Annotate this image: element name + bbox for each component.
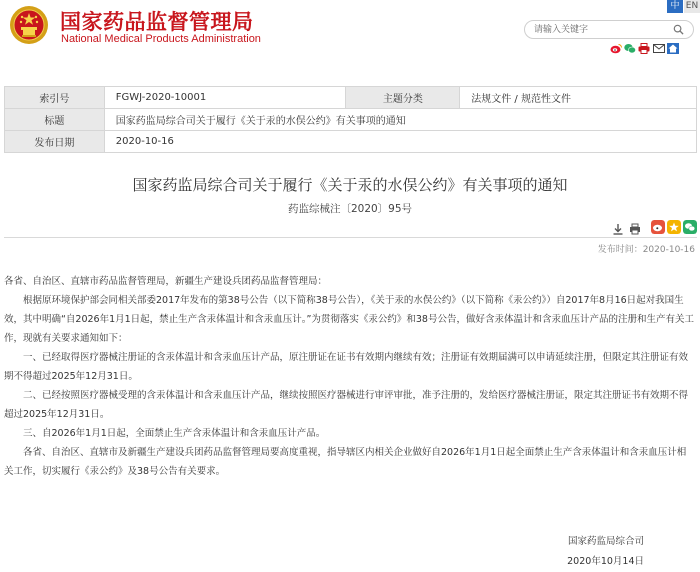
agency-name-cn[interactable]: 国家药品监督管理局 xyxy=(60,10,254,34)
lang-english-button[interactable]: EN xyxy=(685,1,699,11)
print-icon[interactable] xyxy=(629,223,641,235)
title-label: 标题 xyxy=(5,109,105,131)
weibo-share-icon[interactable] xyxy=(651,220,665,234)
home-icon[interactable] xyxy=(667,43,679,54)
index-value: FGWJ-2020-10001 xyxy=(104,87,346,109)
agency-name-en[interactable]: National Medical Products Administration xyxy=(61,33,261,45)
category-value: 法规文件 / 规范性文件 xyxy=(460,87,697,109)
wechat-icon[interactable] xyxy=(624,43,636,54)
wechat-share-icon[interactable] xyxy=(683,220,697,234)
date-label: 发布日期 xyxy=(5,131,105,153)
search-input[interactable] xyxy=(534,23,664,37)
site-header xyxy=(0,0,700,56)
article-title: 国家药监局综合司关于履行《关于汞的水俣公约》有关事项的通知 xyxy=(132,176,568,194)
divider xyxy=(4,237,697,238)
signature-block xyxy=(567,532,644,572)
document-number: 药监综械注〔2020〕95号 xyxy=(287,203,413,215)
search-icon[interactable] xyxy=(673,24,684,35)
national-emblem-icon[interactable] xyxy=(9,5,49,45)
publish-time: 发布时间：2020-10-16 xyxy=(597,245,695,255)
title-value: 国家药监局综合司关于履行《关于汞的水俣公约》有关事项的通知 xyxy=(104,109,696,131)
sign-date: 2020年10月14日 xyxy=(567,556,644,567)
print-icon[interactable] xyxy=(638,43,650,54)
item-one: 一、已经取得医疗器械注册证的含汞体温计和含汞血压计产品，原注册证在证书有效期内继续有效；注册证有效期届满可以申请延续注册，但限定其注册证有效期不得超过2025年12月31日。 xyxy=(4,352,689,382)
date-value: 2020-10-16 xyxy=(104,131,696,153)
table-row xyxy=(5,131,697,153)
category-label: 主题分类 xyxy=(346,87,460,109)
article-body xyxy=(4,272,694,481)
signer: 国家药监局综合司 xyxy=(567,536,644,547)
index-label: 索引号 xyxy=(5,87,105,109)
lang-chinese-button[interactable]: 中 xyxy=(667,0,683,13)
item-two: 二、已经按照医疗器械受理的含汞体温计和含汞血压计产品，继续按照医疗器械进行审评审批，准予注册的，发给医疗器械注册证，限定其注册证书有效期不得超过2025年12月31日。 xyxy=(4,390,689,420)
document-info-table xyxy=(4,86,697,153)
recipients: 各省、自治区、直辖市药品监督管理局，新疆生产建设兵团药品监督管理局： xyxy=(4,276,328,287)
qzone-share-icon[interactable] xyxy=(667,220,681,234)
closing-paragraph: 各省、自治区、直辖市及新疆生产建设兵团药品监督管理局要高度重视，指导辖区内相关企业做好自2026年1月1日起全面禁止生产含汞体温计和含汞血压计相关工作，切实履行《汞公约》及38号公告有关要求。 xyxy=(4,447,687,477)
download-icon[interactable] xyxy=(612,223,624,235)
mail-icon[interactable] xyxy=(653,43,665,54)
intro-paragraph: 根据原环境保护部会同相关部委2017年发布的第38号公告（以下简称38号公告），《关于汞的水俣公约》（以下简称《汞公约》）自2017年8月16日起对我国生效，其中明确“自2026年1月1日起，禁止生产含汞体温计和含汞血压计。”为贯彻落实《汞公约》和38号公告，做好含汞体温计和含汞血压计产品的注册和生产有关工作，现就有关要求通知如下： xyxy=(4,295,694,344)
weibo-icon[interactable] xyxy=(610,43,622,54)
table-row xyxy=(5,87,697,109)
item-three: 三、自2026年1月1日起，全面禁止生产含汞体温计和含汞血压计产品。 xyxy=(23,428,326,439)
table-row xyxy=(5,109,697,131)
search-box xyxy=(524,20,694,39)
